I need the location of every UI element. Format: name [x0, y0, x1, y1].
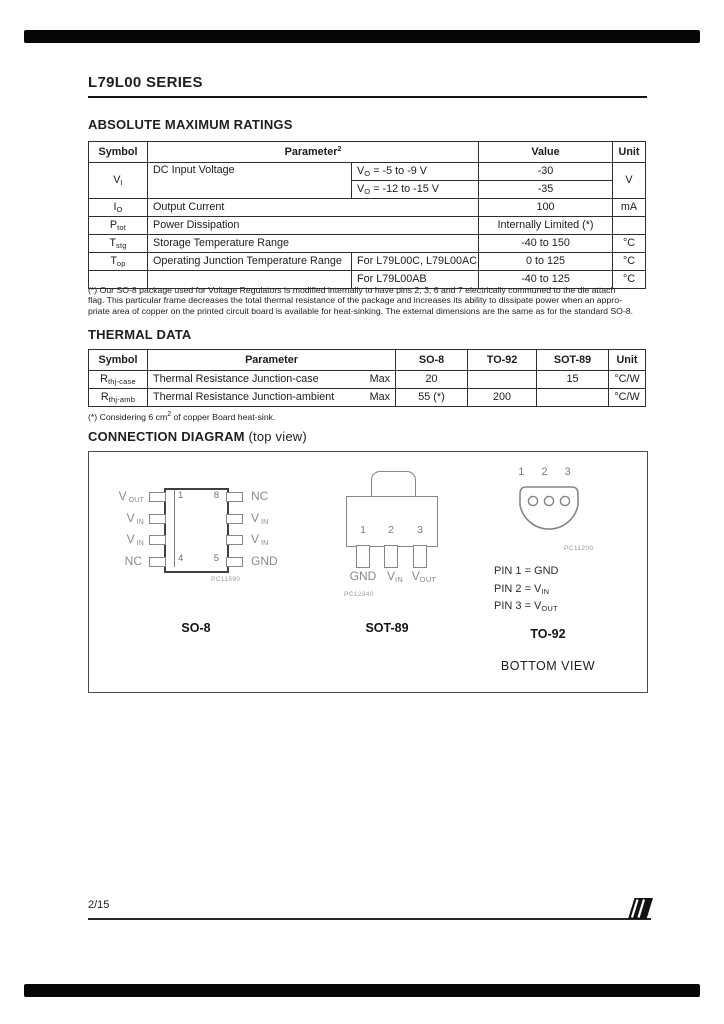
so8-pin-number-5: 5	[213, 553, 219, 564]
connection-heading: CONNECTION DIAGRAM (top view)	[88, 429, 307, 444]
abs-header-row	[89, 142, 646, 163]
sot89-lead	[384, 545, 398, 568]
value-io: 100	[479, 199, 613, 217]
symbol-tstg: $T_{stg}$	[89, 235, 148, 253]
parameter-note: 2	[337, 145, 342, 153]
max-label: Max	[369, 391, 390, 404]
so8-pin-stub	[226, 492, 243, 502]
col-so8: SO-8	[396, 350, 468, 371]
thermal-row-amb	[89, 389, 646, 407]
sot89-lead	[413, 545, 427, 568]
param-vi: DC Input Voltage	[148, 163, 352, 199]
to92-pin-line: PIN 1 = GND	[494, 565, 559, 577]
abs-max-heading: ABSOLUTE MAXIMUM RATINGS	[88, 117, 293, 132]
sot89-pad-number: 1	[360, 524, 366, 536]
abs-max-table	[88, 141, 646, 289]
col-symbol: Symbol	[89, 350, 148, 371]
sot89-pad-number: 3	[417, 524, 423, 536]
so8-pin-stub	[149, 557, 166, 567]
table-row-io	[89, 199, 646, 217]
param-ptot: Power Dissipation	[148, 217, 479, 235]
unit-tstg: °C	[613, 235, 646, 253]
value-tstg: -40 to 150	[479, 235, 613, 253]
page-title: L79L00 SERIES	[88, 74, 203, 91]
unit-amb: °C/W	[609, 389, 646, 407]
col-value: Value	[479, 142, 613, 163]
sot89-amb	[537, 389, 609, 407]
cond-top-2: For L79L00AB	[352, 271, 479, 289]
to92-bottom-view-label: BOTTOM VIEW	[500, 659, 596, 673]
so8-drawing-code: PC11590	[211, 576, 241, 583]
so8-pin-stub	[226, 535, 243, 545]
table-row-tstg	[89, 235, 646, 253]
unit-io: mA	[613, 199, 646, 217]
unit-top-2: °C	[613, 271, 646, 289]
to92-caption: TO-92	[530, 627, 566, 641]
footnote-line: flag. This particular frame decreases the total thermal resistance of the package and increases its ability to dissipate power when an appro-	[88, 295, 622, 306]
so8-chamfer-line	[174, 490, 175, 567]
sot89-body	[346, 496, 438, 547]
footnote-line: (*) Our SO-8 package used for Voltage Regulators is modified internally to have pins 2, 3, 6 and 7 electrically communed to the die attach	[88, 285, 616, 295]
thermal-row-case	[89, 371, 646, 389]
col-unit: Unit	[613, 142, 646, 163]
cond-top-1: For L79L00C, L79L00AC	[352, 253, 479, 271]
table-row-ptot	[89, 217, 646, 235]
page-number: 2/15	[88, 899, 110, 911]
sot89-caption: SOT-89	[365, 621, 409, 635]
cond-vi-1: $V_O = -5$ to -9 V	[352, 163, 479, 181]
so8-pin-stub	[149, 492, 166, 502]
to92-pin-numbers: 1 2 3	[518, 466, 578, 478]
so8-case: 20	[396, 371, 468, 389]
title-rule	[88, 96, 647, 98]
value-top-2: -40 to 125	[479, 271, 613, 289]
connection-diagram-box	[88, 451, 648, 693]
footer-rule	[88, 918, 651, 920]
value-vi-1: -30	[479, 163, 613, 181]
so8-right-pin-label: V $_{IN}$	[251, 532, 269, 547]
sot89-lead-label: $V_{OUT}$	[411, 569, 437, 584]
symbol-vi: $V_I$	[89, 163, 148, 199]
to92-pin-line: PIN $3 = V_{OUT}$	[494, 600, 558, 613]
sot89-lead-label: $V_{IN}$	[387, 569, 403, 584]
so8-pin-number-8: 8	[213, 490, 219, 501]
value-vi-2: -35	[479, 181, 613, 199]
sot89-lead	[356, 545, 370, 568]
so8-pin-number-1: 1	[178, 490, 184, 501]
so8-pin-stub	[226, 514, 243, 524]
sot89-lead-label: GND	[349, 569, 377, 583]
to92-pin-line: PIN $2 = V_{IN}$	[494, 582, 550, 596]
value-ptot: Internally Limited (*)	[479, 217, 613, 235]
table-row-vi-1	[89, 163, 646, 181]
symbol-rthj-case: $R_{thj-case}$	[89, 371, 148, 389]
connection-heading-sub: (top view)	[244, 429, 307, 444]
to92-case	[468, 371, 537, 389]
scan-edge-top	[24, 30, 700, 43]
symbol-top: $T_{op}$	[89, 253, 148, 271]
thermal-table	[88, 349, 646, 407]
so8-left-pin-label: V $_{OUT}$	[118, 489, 144, 504]
sot89-pad-number: 2	[388, 524, 394, 536]
unit-case: °C/W	[609, 371, 646, 389]
so8-amb: 55 (*)	[396, 389, 468, 407]
unit-top-1: °C	[613, 253, 646, 271]
footnote-line: priate area of copper on the printed circuit board is available for heat-sinking. The external dimensions are the same as for the standard SO-8.	[88, 305, 634, 316]
param-tstg: Storage Temperature Range	[148, 235, 479, 253]
to92-outline	[519, 486, 579, 536]
param-rthj-case: Thermal Resistance Junction-case Max	[148, 371, 396, 389]
symbol-io: $I_O$	[89, 199, 148, 217]
so8-right-pin-label: V $_{IN}$	[251, 510, 269, 526]
value-top-1: 0 to 125	[479, 253, 613, 271]
symbol-rthj-amb: $R_{thj-amb}$	[89, 389, 148, 407]
so8-pin-stub	[149, 535, 166, 545]
param-rthj-amb: Thermal Resistance Junction-ambient Max	[148, 389, 396, 407]
sot89-case: 15	[537, 371, 609, 389]
col-symbol: Symbol	[89, 142, 148, 163]
cond-vi-2: $V_O = -12$ to -15 V	[352, 181, 479, 199]
max-label: Max	[369, 373, 390, 386]
so8-left-pin-label: NC	[124, 553, 142, 568]
st-logo-icon	[628, 898, 653, 919]
param-top: Operating Junction Temperature Range	[148, 253, 352, 271]
param-io: Output Current	[148, 199, 479, 217]
scan-edge-bottom	[24, 984, 700, 997]
to92-drawing-code: PC11200	[564, 545, 594, 552]
col-parameter: Parameter	[148, 350, 396, 371]
thermal-footnote: (*) Considering 6 $cm^2$ of copper Board heat-sink.	[88, 411, 276, 422]
to92-amb: 200	[468, 389, 537, 407]
col-parameter: Parameter$^2$	[148, 142, 479, 163]
unit-vi: V	[613, 163, 646, 199]
col-sot89: SOT-89	[537, 350, 609, 371]
so8-left-pin-label: V $_{IN}$	[126, 510, 144, 526]
abs-max-footnote	[88, 285, 650, 316]
so8-pin-stub	[226, 557, 243, 567]
so8-pin-number-4: 4	[178, 553, 184, 564]
col-to92: TO-92	[468, 350, 537, 371]
unit-ptot	[613, 217, 646, 235]
table-row-top-1	[89, 253, 646, 271]
so8-left-pin-label: V $_{IN}$	[126, 532, 144, 547]
col-unit: Unit	[609, 350, 646, 371]
so8-right-pin-label: GND	[251, 553, 278, 568]
so8-caption: SO-8	[181, 621, 211, 635]
thermal-heading: THERMAL DATA	[88, 327, 192, 342]
sot89-drawing-code: PC12340	[344, 591, 374, 598]
so8-pin-stub	[149, 514, 166, 524]
so8-right-pin-label: NC	[251, 489, 269, 503]
thermal-header-row	[89, 350, 646, 371]
symbol-ptot: $P_{tot}$	[89, 217, 148, 235]
to92-pin-list	[494, 564, 559, 617]
